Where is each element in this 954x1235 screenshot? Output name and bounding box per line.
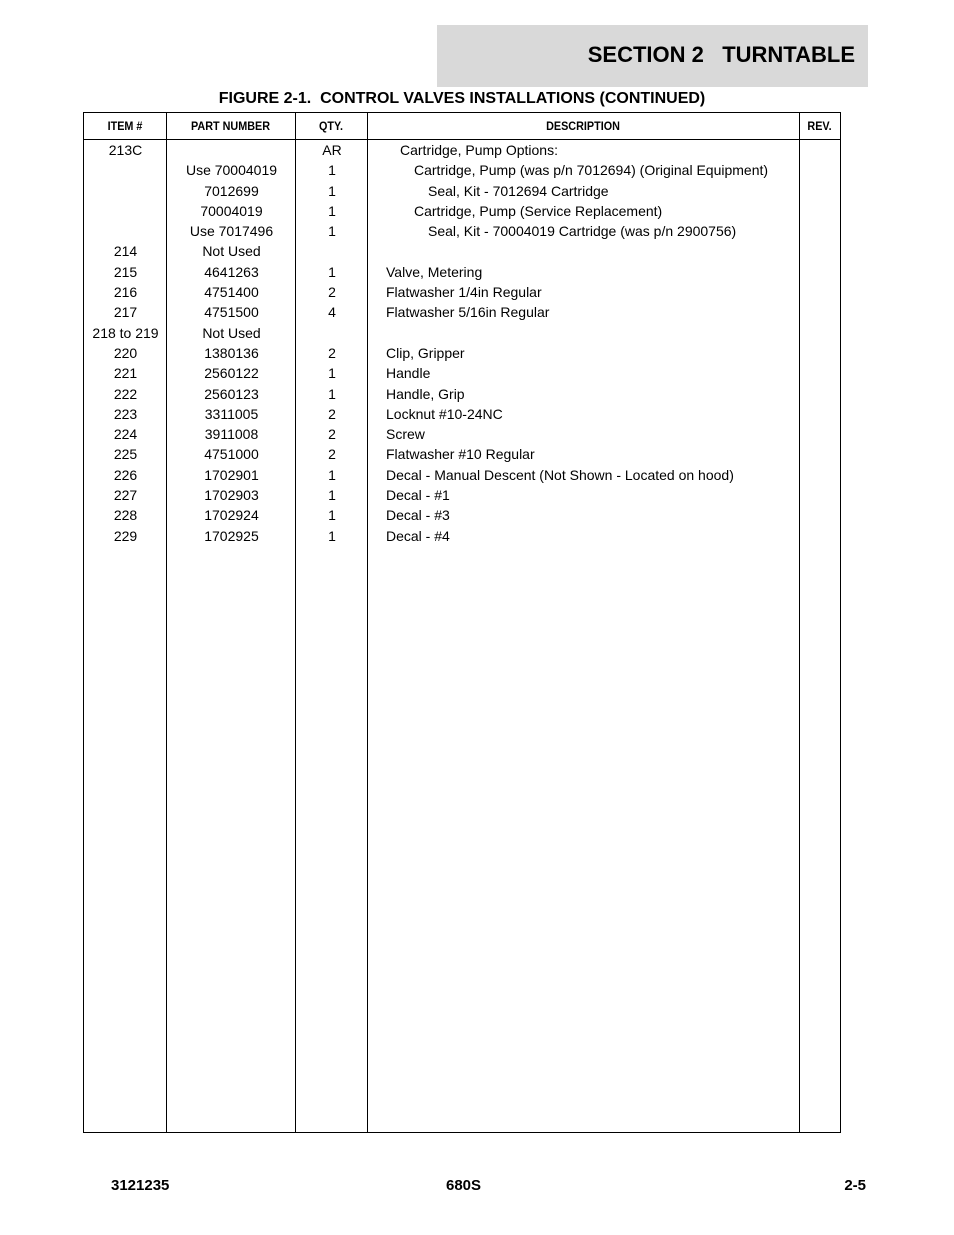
qty-cell: 1 [328,527,336,544]
table-body [84,140,840,546]
description-cell: Handle [386,365,431,382]
table-row [84,221,840,241]
part-number-cell: 2560122 [204,365,259,382]
table-row [84,302,840,322]
table-row [84,282,840,302]
part-number-cell: Not Used [202,243,261,260]
part-number-cell: 70004019 [200,202,263,219]
qty-cell: 2 [328,446,336,463]
description-cell: Decal - #1 [386,487,450,504]
part-number-cell: 3311005 [204,405,259,422]
description-cell: Flatwasher #10 Regular [386,446,535,463]
description-cell: Clip, Gripper [386,344,465,361]
description-cell: Cartridge, Pump (Service Replacement) [414,202,663,219]
description-cell: Seal, Kit - 70004019 Cartridge (was p/n 2900756) [428,223,737,240]
item-cell: 227 [113,487,138,504]
table-row [84,343,840,363]
qty-cell: 2 [328,405,336,422]
table-row [84,485,840,505]
qty-cell: 1 [328,507,336,524]
table-row [84,465,840,485]
qty-cell: 1 [328,162,336,179]
table-row [84,140,840,160]
part-number-cell: Not Used [202,324,261,341]
qty-cell: 2 [328,426,336,443]
qty-cell: 4 [328,304,336,321]
part-number-cell: 1702924 [204,507,259,524]
description-cell: Locknut #10-24NC [386,405,503,422]
item-cell: 221 [113,365,138,382]
description-cell: Cartridge, Pump (was p/n 7012694) (Original Equipment) [414,162,769,179]
part-number-cell: 1702901 [204,466,259,483]
parts-table [83,112,841,1133]
item-cell: 222 [113,385,138,402]
item-cell: 214 [113,243,138,260]
item-cell: 224 [113,426,138,443]
model-name: 680S [446,1177,482,1194]
item-cell: 220 [113,344,138,361]
item-cell: 223 [113,405,138,422]
item-cell: 215 [113,263,138,280]
table-row [84,404,840,424]
column-header-item: ITEM # [107,119,143,133]
column-header-qty: QTY. [318,119,343,133]
table-row [84,201,840,221]
item-cell: 225 [113,446,138,463]
part-number-cell: 7012699 [204,182,259,199]
description-cell: Decal - #4 [386,527,450,544]
document-number: 3121235 [111,1177,170,1194]
table-row [84,323,840,343]
part-number-cell: Use 70004019 [185,162,278,179]
part-number-cell: 4751000 [204,446,259,463]
part-number-cell: 4641263 [204,263,259,280]
page-number: 2-5 [844,1177,866,1194]
description-cell: Seal, Kit - 7012694 Cartridge [428,182,609,199]
table-row [84,424,840,444]
table-row [84,262,840,282]
item-cell: 226 [113,466,138,483]
table-row [84,181,840,201]
description-cell: Flatwasher 1/4in Regular [386,284,542,301]
qty-cell: 2 [328,344,336,361]
part-number-cell: 1380136 [204,344,259,361]
item-cell: 217 [113,304,138,321]
table-row [84,160,840,180]
part-number-cell: 2560123 [204,385,259,402]
description-cell: Cartridge, Pump Options: [400,142,558,158]
part-number-cell: 4751500 [204,304,259,321]
qty-cell: 1 [328,487,336,504]
table-row [84,241,840,261]
item-cell: 216 [113,284,138,301]
item-cell: 213C [108,142,143,158]
table-row [84,363,840,383]
qty-cell: 1 [328,202,336,219]
column-header-description: DESCRIPTION [546,119,620,133]
table-row [84,526,840,546]
qty-cell: AR [322,142,342,158]
table-row [84,444,840,464]
section-title: SECTION 2 TURNTABLE [587,42,855,67]
qty-cell: 1 [328,385,336,402]
qty-cell: 1 [328,365,336,382]
column-header-rev: REV. [807,119,832,133]
part-number-cell: 4751400 [204,284,259,301]
part-number-cell: 1702925 [204,527,259,544]
qty-cell: 1 [328,182,336,199]
column-header-part-number: PART NUMBER [190,119,271,133]
item-cell: 218 to 219 [92,324,159,341]
description-cell: Decal - #3 [386,507,450,524]
section-header-box [437,25,868,87]
qty-cell: 1 [328,466,336,483]
description-cell: Decal - Manual Descent (Not Shown - Located on hood) [386,466,734,483]
description-cell: Valve, Metering [386,263,483,280]
table-row [84,384,840,404]
qty-cell: 1 [328,263,336,280]
qty-cell: 1 [328,223,336,240]
part-number-cell: 3911008 [204,426,259,443]
description-cell: Screw [386,426,425,443]
item-cell: 228 [113,507,138,524]
figure-title: FIGURE 2-1. CONTROL VALVES INSTALLATIONS (CONTINUED) [218,90,706,107]
part-number-cell: Use 7017496 [189,223,274,240]
part-number-cell: 1702903 [204,487,259,504]
item-cell: 229 [113,527,138,544]
description-cell: Handle, Grip [386,385,465,402]
table-row [84,505,840,525]
description-cell: Flatwasher 5/16in Regular [386,304,550,321]
qty-cell: 2 [328,284,336,301]
